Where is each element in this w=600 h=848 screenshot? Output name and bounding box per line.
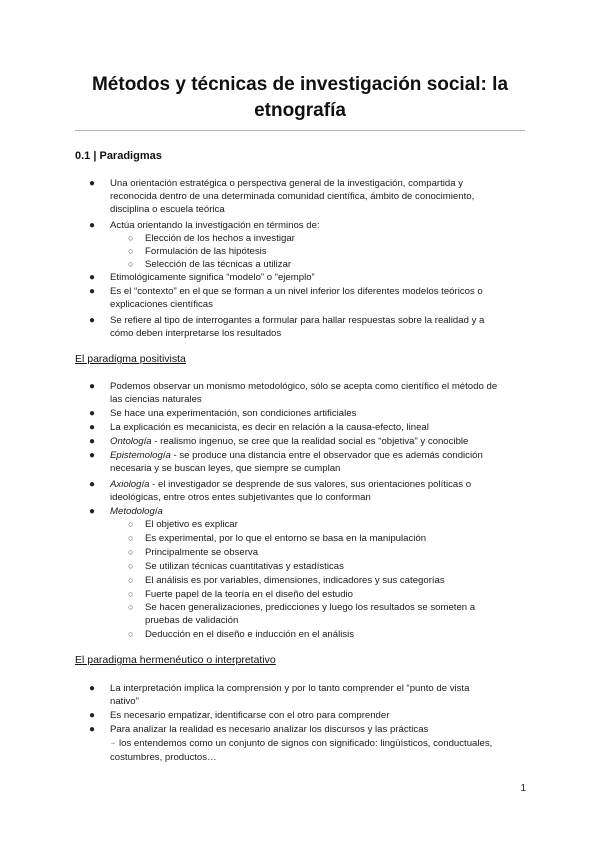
section-heading-positivista: El paradigma positivista: [75, 353, 186, 365]
bullet-icon: ●: [89, 506, 96, 517]
text-line: cómo deben interpretarse los resultados: [110, 328, 282, 339]
term-axiologia: Axiología: [110, 479, 150, 490]
sub-bullet-icon: ○: [128, 561, 134, 571]
bullet-icon: ●: [89, 683, 96, 694]
bullet-icon: ●: [89, 381, 96, 392]
text-line: Deducción en el diseño e inducción en el análisis: [145, 629, 355, 640]
text-line: Elección de los hechos a investigar: [145, 233, 295, 244]
text-line: Podemos observar un monismo metodológico, sólo se acepta como científico el método de: [110, 381, 498, 392]
term-definition: - se produce una distancia entre el observador que es además condición: [170, 450, 483, 461]
sub-bullet-icon: ○: [128, 259, 134, 269]
text-line: necesaria y se buscan leyes, que siempre se cumplan: [110, 463, 341, 474]
text-line: las ciencias naturales: [110, 394, 202, 405]
sub-bullet-icon: ○: [128, 575, 134, 585]
text-line: Se hace una experimentación, son condiciones artificiales: [110, 408, 357, 419]
text-line: pruebas de validación: [145, 615, 239, 626]
bullet-icon: ●: [89, 479, 96, 490]
bullet-icon: ●: [89, 724, 96, 735]
text-line: nativo”: [110, 696, 139, 707]
text-line: reconocida dentro de una determinada comunidad científica, ámbito de conocimiento,: [110, 191, 475, 202]
text-line: [110, 449, 483, 462]
text-line: Fuerte papel de la teoría en el diseño del estudio: [145, 589, 354, 600]
section-heading-paradigmas: 0.1 | Paradigmas: [75, 150, 162, 162]
bullet-icon: ●: [89, 315, 96, 326]
text-line: Para analizar la realidad es necesario analizar los discursos y las prácticas: [110, 724, 429, 735]
term-metodologia: Metodología: [110, 506, 163, 517]
text-line: Actúa orientando la investigación en términos de:: [110, 220, 320, 231]
text-line: La explicación es mecanicista, es decir en relación a la causa-efecto, lineal: [110, 422, 429, 433]
text-line: El análisis es por variables, dimensiones, indicadores y sus categorías: [145, 575, 445, 586]
title-divider: [75, 130, 525, 131]
bullet-icon: ●: [89, 286, 96, 297]
text-line: Selección de las técnicas a utilizar: [145, 259, 292, 270]
bullet-icon: ●: [89, 710, 96, 721]
document-title: [60, 72, 540, 124]
text-line: [110, 505, 163, 518]
text-line: [110, 478, 471, 491]
sub-bullet-icon: ○: [128, 246, 134, 256]
term-epistemologia: Epistemología: [110, 450, 171, 461]
text-line: Se hacen generalizaciones, predicciones y luego los resultados se someten a: [145, 602, 476, 613]
term-definition: - el investigador se desprende de sus valores, sus orientaciones políticas o: [149, 479, 472, 490]
title-line-1: Métodos y técnicas de investigación social: la: [91, 74, 509, 95]
bullet-icon: ●: [89, 408, 96, 419]
text-line: La interpretación implica la comprensión y por lo tanto comprender el “punto de vista: [110, 683, 470, 694]
text-line: Es necesario empatizar, identificarse con el otro para comprender: [110, 710, 390, 721]
text-line: costumbres, productos…: [110, 752, 217, 763]
section-heading-hermeneutico: El paradigma hermenéutico o interpretativo: [75, 654, 276, 666]
text-line: ideológicas, entre otros entes subjetivantes que lo conforman: [110, 492, 371, 503]
text-line: explicaciones científicas: [110, 299, 213, 310]
sub-bullet-icon: ○: [128, 629, 134, 639]
term-definition: - realismo ingenuo, se cree que la realidad social es “objetiva” y conocible: [151, 436, 469, 447]
text-line: Formulación de las hipótesis: [145, 246, 267, 257]
text-line: Etimológicamente significa “modelo” o “ejemplo”: [110, 272, 315, 283]
bullet-icon: ●: [89, 272, 96, 283]
sub-bullet-icon: ○: [128, 533, 134, 543]
text-line: [110, 435, 468, 448]
bullet-icon: ●: [89, 436, 96, 447]
text-line: Se refiere al tipo de interrogantes a formular para hallar respuestas sobre la realidad y a: [110, 315, 485, 326]
term-ontologia: Ontología: [110, 436, 152, 447]
sub-bullet-icon: ○: [128, 602, 134, 612]
bullet-icon: ●: [89, 220, 96, 231]
page-number: 1: [520, 783, 526, 794]
sub-bullet-icon: ○: [128, 547, 134, 557]
text-line: Una orientación estratégica o perspectiva general de la investigación, compartida y: [110, 178, 464, 189]
text-line: Se utilizan técnicas cuantitativas y estadísticas: [145, 561, 344, 572]
bullet-icon: ●: [89, 178, 96, 189]
sub-bullet-icon: ○: [128, 589, 134, 599]
arrow-right-icon: →: [110, 740, 116, 746]
title-line-2: etnografía: [254, 100, 346, 121]
sub-bullet-icon: ○: [128, 233, 134, 243]
bullet-icon: ●: [89, 422, 96, 433]
text-line: Es el “contexto” en el que se forman a un nivel inferior los diferentes modelos teóricos o: [110, 286, 483, 297]
text-line: [110, 737, 492, 750]
sub-bullet-icon: ○: [128, 519, 134, 529]
text-continuation: los entendemos como un conjunto de signos con significado: lingüísticos, conductuales,: [119, 738, 493, 749]
text-line: Principalmente se observa: [145, 547, 259, 558]
text-line: El objetivo es explicar: [145, 519, 238, 530]
text-line: Es experimental, por lo que el entorno se basa en la manipulación: [145, 533, 427, 544]
text-line: disciplina o escuela teórica: [110, 204, 225, 215]
bullet-icon: ●: [89, 450, 96, 461]
